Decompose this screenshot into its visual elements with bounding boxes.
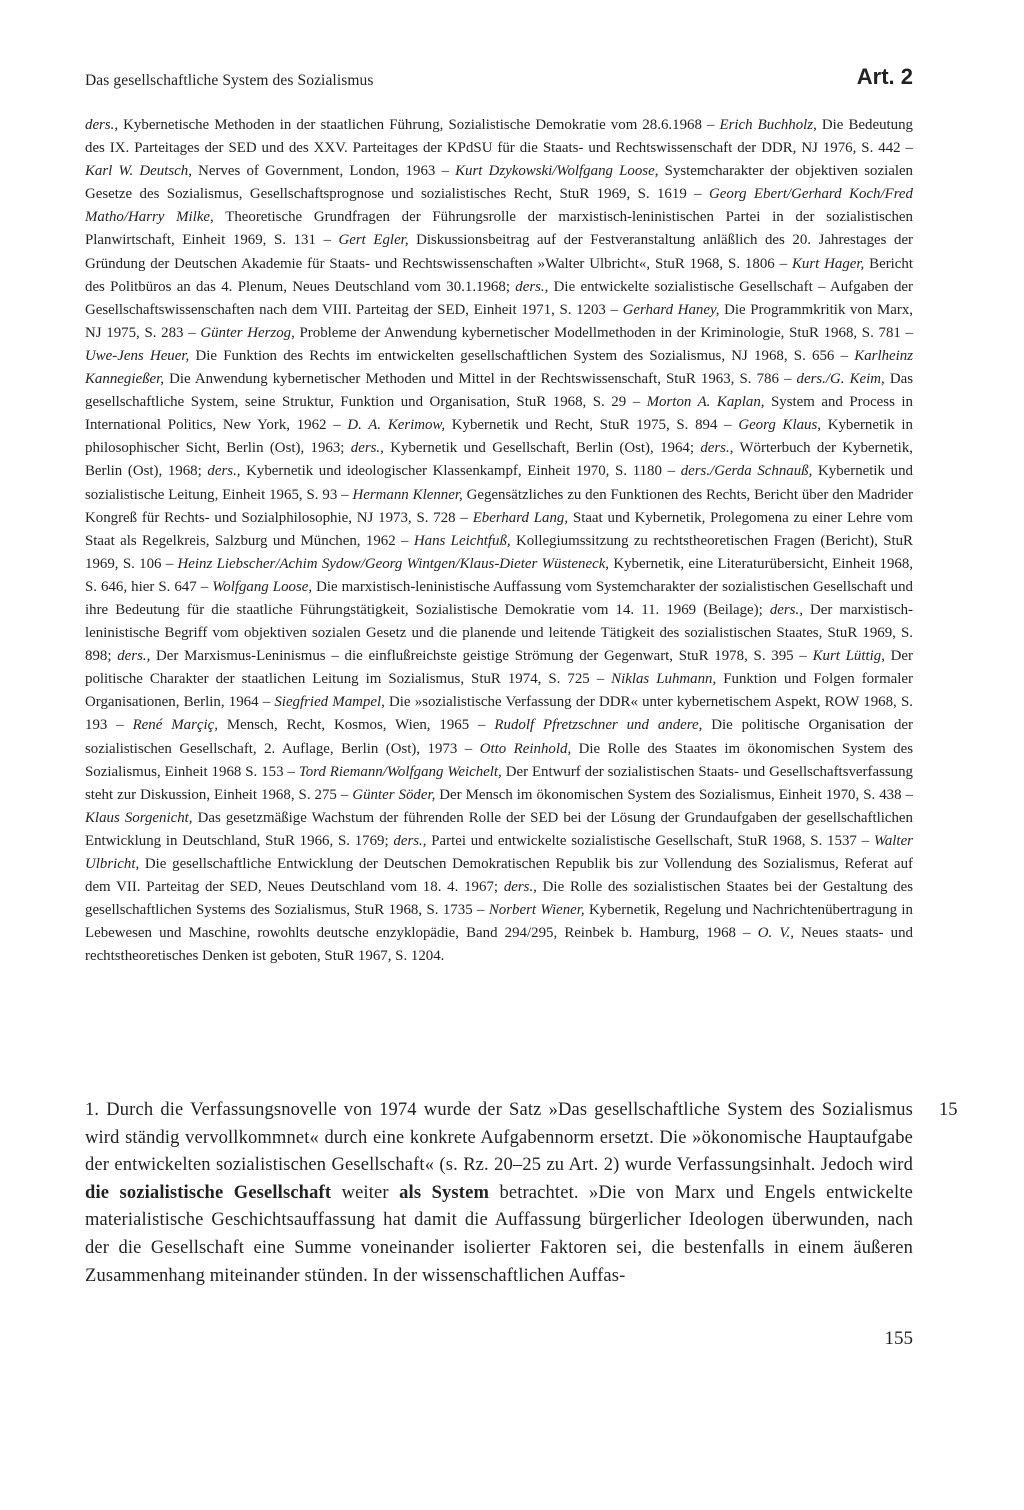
- author-name: Karl W. Deutsch,: [85, 163, 192, 180]
- text-run: Die Anwendung kybernetischer Methoden und Mittel in der Rechtswissenschaft, StuR 1963, S. 786 –: [164, 371, 797, 388]
- emphasis-text: als System: [399, 1182, 490, 1203]
- text-run: Probleme der Anwendung kybernetischer Modellmethoden in der Kriminologie, StuR 1968, S. 781 –: [294, 324, 913, 341]
- author-name: Walter Ulbricht,: [85, 832, 913, 872]
- author-name: ders.,: [207, 463, 241, 480]
- text-run: Systemcharakter der objektiven sozialen Gesetze des Sozialismus, Gesellschaftsprognose und sozialistisches Recht, StuR 1969, S. 1619 –: [85, 163, 914, 203]
- text-run: Kybernetik und ideologischer Klassenkampf, Einheit 1970, S. 1180 –: [240, 463, 681, 480]
- author-name: Hermann Klenner,: [352, 486, 463, 503]
- commentary-paragraph: [85, 1097, 913, 1290]
- author-name: Tord Riemann/Wolfgang Weichelt,: [298, 763, 502, 780]
- author-name: Morton A. Kaplan,: [646, 394, 765, 411]
- margin-number: 15: [939, 1100, 958, 1120]
- author-name: ders.,: [393, 832, 427, 849]
- author-name: ders.,: [85, 117, 119, 133]
- author-name: ders.,: [515, 278, 549, 295]
- author-name: Gert Egler,: [338, 232, 409, 249]
- text-run: Der marxistisch-leninistische Begriff vom objektiven sozialen Gesetz und die planende und leitende Tätigkeit des sozialistischen Staates, StuR 1969, S. 898;: [85, 601, 914, 665]
- author-name: René Marçiç,: [132, 717, 218, 734]
- text-run: Die Rolle des Staates im ökonomischen System des Sozialismus, Einheit 1968 S. 153 –: [85, 740, 913, 780]
- text-run: Wörterbuch der Kybernetik, Berlin (Ost), 1968;: [85, 440, 913, 480]
- author-name: Georg Klaus,: [738, 417, 821, 434]
- text-run: Der Marxismus-Leninismus – die einflußreichste geistige Strömung der Gegenwart, StuR 1978, S. 395 –: [150, 648, 813, 665]
- text-run: Kybernetik, Regelung und Nachrichtenübertragung in Lebewesen und Maschine, rowohlts deutsche enzyklopädie, Band 294/295, Reinbek b. Hamburg, 1968 –: [85, 902, 913, 942]
- text-run: Das gesellschaftliche System, seine Struktur, Funktion und Organisation, StuR 1968, S. 29 –: [85, 371, 914, 411]
- text-run: System and Process in International Politics, New York, 1962 –: [85, 394, 913, 434]
- bibliography-block: [85, 114, 913, 968]
- text-run: Die marxistisch-leninistische Auffassung vom Systemcharakter der sozialistischen Gesellschaft und ihre Bedeutung für die staatliche Führungstätigkeit, Sozialistische Demokratie vom 14. 11. 1969 (Beilage);: [85, 578, 914, 618]
- text-run: Gegensätzliches zu den Funktionen des Rechts, Bericht über den Madrider Kongreß für Rechts- und Sozialphilosophie, NJ 1973, S. 728 –: [85, 486, 913, 526]
- text-run: betrachtet. »Die von Marx und Engels entwickelte materialistische Geschichtsauffassung hat damit die Auffassung bürgerlicher Ideologen überwunden, nach der die Gesellschaft eine Summe voneinander isolierter Faktoren sei, die bestenfalls in einem äußeren Zusammenhang miteinander stünden. In der wissenschaftlichen Auffas-: [85, 1182, 913, 1286]
- author-name: Otto Reinhold,: [479, 740, 572, 757]
- text-run: Kybernetik und Gesellschaft, Berlin (Ost), 1964;: [383, 440, 701, 457]
- text-run: 1. Durch die Verfassungsnovelle von 1974 wurde der Satz »Das gesellschaftliche System des Sozialismus wird ständig vervollkommnet« durch eine konkrete Aufgabennorm ersetzt. Die »ökonomische Hauptaufgabe der entwickelten sozialistischen Gesellschaft« (s. Rz. 20–25 zu Art. 2) wurde Verfassungsinhalt. Jedoch wird: [85, 1100, 913, 1176]
- text-run: Bericht des Politbüros an das 4. Plenum, Neues Deutschland vom 30.1.1968;: [85, 255, 913, 295]
- author-name: Kurt Hager,: [791, 255, 865, 272]
- author-name: Hans Leichtfuß,: [413, 532, 511, 549]
- author-name: Karlheinz Kannegießer,: [85, 347, 914, 388]
- author-name: ders.,: [700, 440, 734, 457]
- text-run: Die Bedeutung des IX. Parteitages der SED und des XXV. Parteitages der KPdSU für die Staats- und Rechtswissenschaft der DDR, NJ 1976, S. 442 –: [85, 117, 913, 157]
- text-run: Die entwickelte sozialistische Gesellschaft – Aufgaben der Gesellschaftswissenschaften nach dem VIII. Parteitag der SED, Einheit 1971, S. 1203 –: [85, 278, 914, 318]
- text-run: Diskussionsbeitrag auf der Festveranstaltung anläßlich des 20. Jahrestages der Gründung der Deutschen Akademie für Staats- und Rechtswissenschaften »Walter Ulbricht«, StuR 1968, S. 1806 –: [85, 232, 914, 272]
- article-label: Art. 2: [856, 64, 913, 89]
- author-name: ders./G. Keim,: [796, 371, 885, 388]
- page-number: 155: [884, 1328, 913, 1349]
- author-name: Gerhard Haney,: [622, 301, 720, 318]
- author-name: ders./Gerda Schnauß,: [680, 463, 813, 480]
- text-run: Staat und Kybernetik, Prolegomena zu einer Lehre vom Staat als Regelkreis, Salzburg und München, 1962 –: [85, 509, 913, 549]
- author-name: Kurt Lüttig,: [812, 648, 885, 665]
- text-run: Die »sozialistische Verfassung der DDR« unter kybernetischem Aspekt, ROW 1968, S. 193 –: [85, 694, 913, 734]
- author-name: ders.,: [503, 879, 537, 896]
- text-run: Der Mensch im ökonomischen System des Sozialismus, Einheit 1970, S. 438 –: [435, 786, 913, 803]
- author-name: Wolfgang Loose,: [212, 578, 313, 595]
- author-name: Siegfried Mampel,: [274, 694, 385, 711]
- text-run: Der politische Charakter der staatlichen Leitung im Sozialismus, StuR 1974, S. 725 –: [85, 648, 913, 688]
- text-run: Partei und entwickelte sozialistische Gesellschaft, StuR 1968, S. 1537 –: [426, 832, 874, 849]
- author-name: Erich Buchholz,: [719, 117, 817, 133]
- author-name: Rudolf Pfretzschner und andere,: [494, 717, 703, 734]
- text-run: Die Funktion des Rechts im entwickelten gesellschaftlichen System des Sozialismus, NJ 1968, S. 656 –: [189, 347, 855, 364]
- author-name: O. V.,: [757, 925, 794, 942]
- running-head: Das gesellschaftliche System des Sozialismus: [85, 72, 374, 89]
- author-name: ders.,: [350, 440, 384, 457]
- text-run: Theoretische Grundfragen der Führungsrolle der marxistisch-leninistischen Partei in der sozialistischen Planwirtschaft, Einheit 1969, S. 131 –: [85, 209, 913, 249]
- author-name: Klaus Sorgenicht,: [85, 809, 193, 826]
- text-run: Kybernetik und Recht, StuR 1975, S. 894 –: [445, 417, 739, 434]
- text-run: Die Rolle des sozialistischen Staates bei der Gestaltung des gesellschaftlichen Systems des Sozialismus, StuR 1968, S. 1735 –: [85, 879, 914, 919]
- text-run: Die politische Organisation der sozialistischen Gesellschaft, 2. Auflage, Berlin (Ost), 1973 –: [85, 717, 914, 757]
- author-name: ders.,: [769, 601, 803, 618]
- author-name: ders.,: [117, 648, 151, 665]
- text-run: Mensch, Recht, Kosmos, Wien, 1965 –: [217, 717, 495, 734]
- author-name: Georg Ebert/Gerhard Koch/Fred Matho/Harry Milke,: [85, 186, 913, 226]
- author-name: Günter Herzog,: [200, 324, 295, 341]
- author-name: Kurt Dzykowski/Wolfgang Loose,: [455, 163, 659, 180]
- author-name: Norbert Wiener,: [488, 902, 585, 919]
- text-run: Kollegiumssitzung zu rechtstheoretischen Fragen (Bericht), StuR 1969, S. 106 –: [85, 532, 913, 572]
- author-name: D. A. Kerimow,: [347, 417, 446, 434]
- text-run: Der Entwurf der sozialistischen Staats- und Gesellschaftsverfassung steht zur Diskussion, Einheit 1968, S. 275 –: [85, 763, 913, 803]
- text-run: Kybernetik und sozialistische Leitung, Einheit 1965, S. 93 –: [85, 463, 913, 503]
- text-run: Neues staats- und rechtstheoretisches Denken ist geboten, StuR 1967, S. 1204.: [85, 925, 913, 965]
- author-name: Eberhard Lang,: [472, 509, 569, 526]
- text-run: Kybernetische Methoden in der staatlichen Führung, Sozialistische Demokratie vom 28.6.1968 –: [118, 117, 720, 133]
- author-name: Niklas Luhmann,: [611, 671, 717, 688]
- text-run: Funktion und Folgen formaler Organisationen, Berlin, 1964 –: [85, 671, 913, 711]
- text-run: Kybernetik in philosophischer Sicht, Berlin (Ost), 1963;: [85, 417, 913, 457]
- text-run: Die Programmkritik von Marx, NJ 1975, S. 283 –: [85, 301, 913, 341]
- emphasis-text: die sozialistische Gesellschaft: [85, 1182, 332, 1203]
- author-name: Uwe-Jens Heuer,: [85, 347, 190, 364]
- author-name: Heinz Liebscher/Achim Sydow/Georg Wintgen/Klaus-Dieter Wüsteneck,: [177, 555, 610, 572]
- text-run: Die gesellschaftliche Entwicklung der Deutschen Demokratischen Republik bis zur Vollendung des Sozialismus, Referat auf dem VII. Parteitag der SED, Neues Deutschland vom 18. 4. 1967;: [85, 856, 913, 896]
- text-run: Das gesetzmäßige Wachstum der führenden Rolle der SED bei der Lösung der Grundaufgaben der gesellschaftlichen Entwicklung in Deutschland, StuR 1966, S. 1769;: [85, 809, 913, 849]
- text-run: Kybernetik, eine Literaturübersicht, Einheit 1968, S. 646, hier S. 647 –: [85, 555, 914, 595]
- text-run: Nerves of Government, London, 1963 –: [191, 163, 456, 180]
- text-run: weiter: [331, 1182, 400, 1203]
- author-name: Günter Söder,: [352, 786, 436, 803]
